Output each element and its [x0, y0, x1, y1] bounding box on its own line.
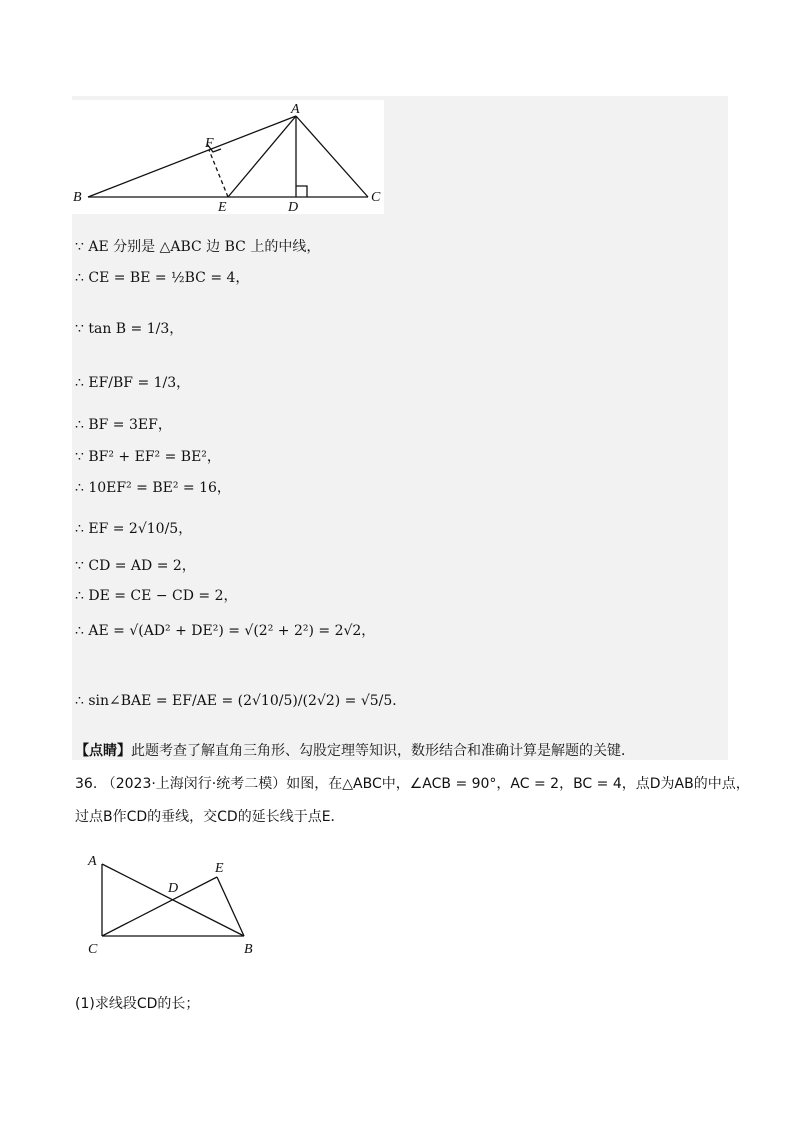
question-36-line1: [75, 773, 750, 793]
question-line2-text: 过点B作CD的垂线，交CD的延长线于点E．: [75, 809, 345, 825]
figure-1-svg: [72, 100, 384, 214]
step-3: [75, 318, 183, 338]
step-2-text: ∴ CE = BE = ½BC = 4，: [75, 270, 250, 286]
segment-ab: [88, 116, 296, 197]
step-11-text: ∴ AE = √(AD² + DE²) = √(2² + 2²) = 2√2，: [75, 623, 376, 639]
segment-ce: [102, 877, 217, 936]
step-2: [75, 267, 249, 287]
step-4: [75, 372, 190, 392]
figure-rectangle-abe: [84, 850, 274, 960]
label-d: D: [288, 200, 299, 214]
segment-ae: [228, 116, 296, 197]
step-9: [75, 555, 196, 575]
step-8: [75, 518, 192, 538]
figure-2-svg: [84, 850, 274, 960]
dianjing-note: [75, 740, 635, 760]
step-6-text: ∵ BF² + EF² = BE²，: [75, 449, 221, 465]
step-4-text: ∴ EF/BF = 1/3，: [75, 375, 191, 391]
question-number: 36.: [75, 776, 98, 792]
step-6: [75, 446, 221, 466]
step-10: [75, 585, 237, 605]
step-12-text: ∴ sin∠BAE = EF/AE = (2√10/5)/(2√2) = √5/5．: [75, 693, 407, 709]
step-7: [75, 477, 231, 497]
label-b: B: [244, 942, 253, 957]
label-a: A: [291, 102, 300, 117]
question-source: （2023·上海闵行·统考二模）: [101, 776, 287, 792]
label-c: C: [371, 190, 381, 205]
label-c: C: [88, 942, 98, 957]
step-7-text: ∴ 10EF² = BE² = 16，: [75, 480, 231, 496]
step-5-text: ∴ BF = 3EF，: [75, 417, 172, 433]
step-5: [75, 414, 172, 434]
segment-eb: [217, 877, 244, 936]
segment-ef-dashed: [209, 150, 228, 197]
step-11: [75, 620, 375, 640]
step-1: [75, 236, 320, 256]
question-part-1: [75, 993, 199, 1013]
right-angle-d: [296, 186, 307, 197]
step-10-text: ∴ DE = CE − CD = 2，: [75, 588, 238, 604]
label-f: F: [205, 136, 214, 151]
step-12: [75, 690, 406, 710]
question-part1-text: (1)求线段CD的长；: [75, 996, 200, 1012]
segment-ac: [296, 116, 368, 197]
step-8-text: ∴ EF = 2√10/5，: [75, 521, 193, 537]
dianjing-text: 此题考查了解直角三角形、勾股定理等知识，数形结合和准确计算是解题的关键．: [131, 743, 635, 759]
question-36-line2: [75, 806, 345, 826]
label-d: D: [168, 881, 179, 896]
step-3-text: ∵ tan B = 1/3，: [75, 321, 184, 337]
figure-triangle-abc: [72, 100, 384, 214]
step-9-text: ∵ CD = AD = 2，: [75, 558, 196, 574]
dianjing-tag: 【点睛】: [75, 743, 131, 759]
step-1-text: ∵ AE 分别是 △ABC 边 BC 上的中线，: [75, 239, 321, 255]
question-line1-text: 如图，在△ABC中，∠ACB = 90°，AC = 2，BC = 4，点D为AB的中点，: [286, 776, 750, 792]
label-e: E: [215, 861, 224, 876]
label-e: E: [218, 200, 227, 214]
label-a: A: [88, 854, 97, 869]
label-b: B: [73, 190, 82, 205]
